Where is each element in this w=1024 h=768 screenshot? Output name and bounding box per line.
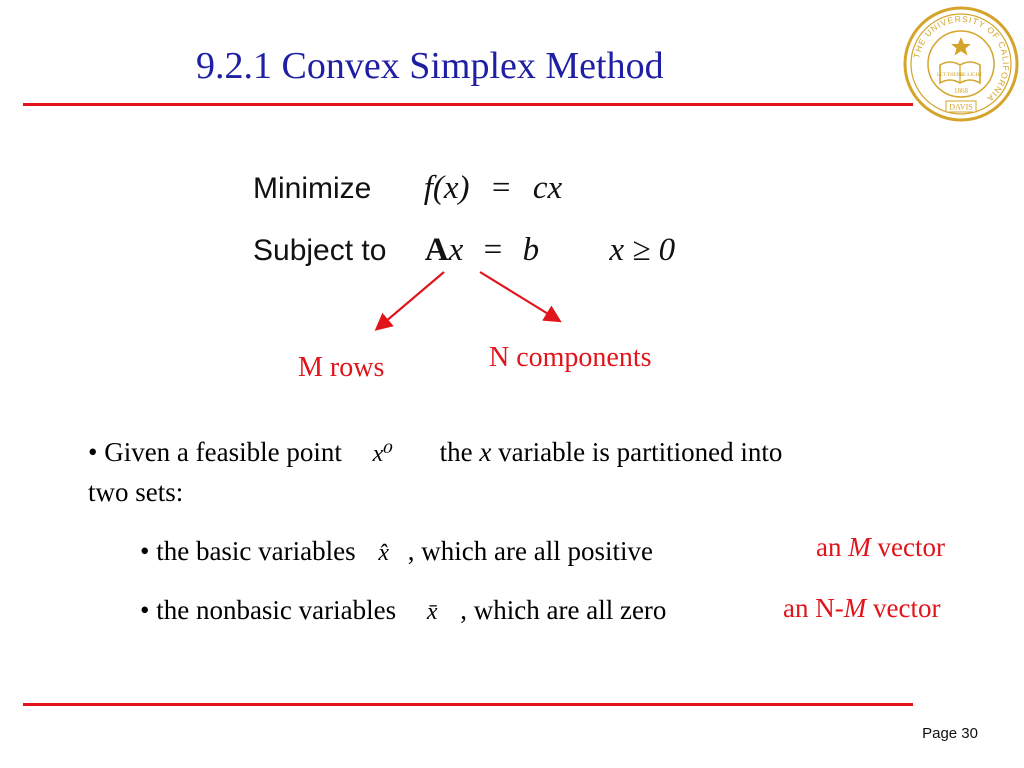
page-number: Page 30: [922, 725, 978, 742]
objective-lhs: f(x): [423, 170, 470, 206]
top-divider: [23, 103, 913, 106]
subject-to-label: Subject to: [253, 234, 387, 267]
basic-variables-symbol: x̂: [378, 540, 390, 566]
seal-graphic: [902, 5, 1020, 123]
m-rows-label: M rows: [298, 352, 385, 383]
seal-campus: DAVIS: [949, 102, 973, 112]
n-components-label: N components: [489, 342, 652, 373]
svg-text:BE LIGHT: BE LIGHT: [959, 73, 983, 78]
m-vector-note: [816, 532, 945, 563]
slide-title: 9.2.1 Convex Simplex Method: [196, 45, 664, 87]
constraint-rhs: b: [522, 232, 540, 268]
nm-vector-post: vector: [872, 593, 941, 623]
seal-year: 1868: [954, 87, 968, 95]
bullet-nonbasic-variables: [140, 595, 666, 626]
objective-equals: =: [491, 170, 511, 206]
svg-text:LET THERE: LET THERE: [936, 73, 964, 78]
bullet1-suffix: variable is partitioned into: [498, 437, 783, 467]
constraint-variable: x: [448, 232, 464, 268]
seal-ring-text: THE UNIVERSITY OF CALIFORNIA: [911, 13, 1012, 105]
m-vector-post: vector: [877, 532, 945, 562]
bullet1-line2: two sets:: [88, 477, 184, 507]
n-minus-m-vector-note: [783, 593, 940, 624]
nm-vector-pre: an N-: [783, 593, 844, 623]
bottom-divider: [23, 703, 913, 706]
constraint-equals: =: [483, 232, 503, 268]
n-components-arrow: [480, 272, 558, 320]
objective-row: [253, 170, 562, 207]
bullet2-prefix: • the basic variables: [140, 536, 356, 566]
bullet-basic-variables: [140, 536, 653, 567]
bullet3-prefix: • the nonbasic variables: [140, 595, 397, 625]
bullet-feasible-point: [88, 437, 782, 468]
bullet2-suffix: , which are all positive: [407, 536, 653, 566]
nm-vector-m: M: [843, 593, 867, 623]
m-vector-m: M: [848, 532, 871, 562]
constraint-matrix: A: [424, 232, 449, 268]
annotation-arrows: [360, 268, 580, 340]
bullet1-the: the: [439, 437, 473, 467]
minimize-label: Minimize: [253, 172, 372, 205]
nonnegativity-constraint: x ≥ 0: [609, 232, 676, 268]
objective-rhs: cx: [532, 170, 563, 206]
bullet3-suffix: , which are all zero: [460, 595, 667, 625]
feasible-point-symbol: x⁰: [372, 441, 393, 467]
nonbasic-variables-symbol: x̄: [426, 599, 438, 625]
bullet1-prefix: • Given a feasible point: [88, 437, 342, 467]
bullet1-x: x: [479, 437, 492, 467]
constraint-row: [253, 232, 675, 269]
m-vector-pre: an: [816, 532, 842, 562]
m-rows-arrow: [378, 272, 444, 328]
uc-davis-seal: [902, 5, 1020, 123]
